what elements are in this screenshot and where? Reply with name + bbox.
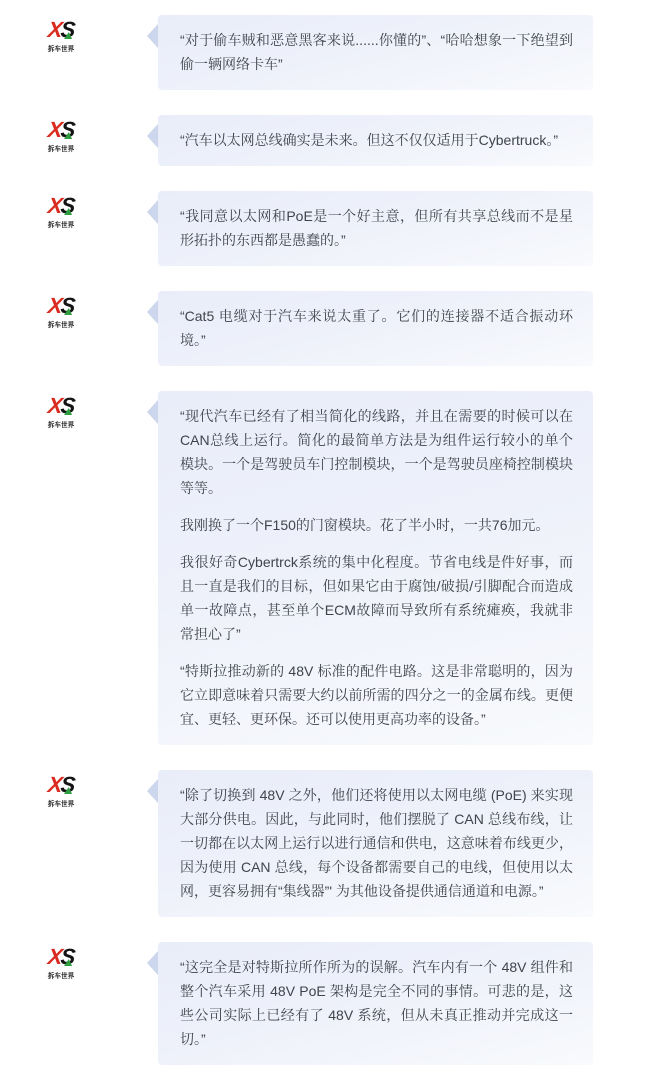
comment-bubble (158, 191, 593, 266)
logo-letter-x: X (47, 293, 63, 318)
green-triangle-icon (64, 208, 73, 215)
list-item (0, 291, 654, 366)
list-item (0, 115, 654, 166)
logo-letter-x: X (47, 117, 63, 142)
green-triangle-icon (64, 408, 73, 415)
xs-brand-logo-icon (47, 195, 75, 217)
comment-bubble (158, 770, 593, 917)
logo-letter-x: X (47, 17, 63, 42)
list-item (0, 15, 654, 90)
green-triangle-icon (64, 32, 73, 39)
avatar-column (0, 770, 158, 813)
avatar-column (0, 391, 158, 434)
avatar (34, 395, 88, 434)
logo-letter-s: S (59, 393, 76, 418)
comment-bubble (158, 391, 593, 745)
comment-text: “汽车以太网总线确实是未来。但这不仅仅适用于Cybertruck。” (180, 132, 559, 148)
comment-text: “对于偷车贼和恶意黑客来说......你懂的”、“哈哈想象一下绝望到偷一辆网络卡车” (180, 32, 573, 72)
brand-caption: 拆车世界 (47, 972, 75, 980)
avatar (34, 19, 88, 58)
xs-brand-logo-icon (47, 119, 75, 141)
avatar (34, 946, 88, 985)
green-triangle-icon (64, 132, 73, 139)
comment-text: 我很好奇Cybertrck系统的集中化程度。节省电线是件好事，而且一直是我们的目标，但如果它由于腐蚀/破损/引脚配合而造成单一故障点，甚至单个ECM故障而导致所有系统瘫痪，我就非常担心了” (180, 554, 573, 642)
bubble-tail-icon (147, 400, 158, 424)
bubble-tail-icon (147, 24, 158, 48)
avatar-column (0, 291, 158, 334)
logo-letter-x: X (47, 944, 63, 969)
comment-bubble (158, 942, 593, 1065)
brand-caption: 拆车世界 (47, 321, 75, 329)
xs-brand-logo-icon (47, 19, 75, 41)
avatar-column (0, 942, 158, 985)
comment-text: 我刚换了一个F150的门窗模块。花了半小时，一共76加元。 (180, 517, 550, 533)
bubble-tail-icon (147, 124, 158, 148)
comment-bubble (158, 291, 593, 366)
list-item (0, 391, 654, 745)
logo-letter-s: S (59, 772, 76, 797)
logo-letter-s: S (59, 293, 76, 318)
comment-bubble (158, 15, 593, 90)
green-triangle-icon (64, 787, 73, 794)
avatar (34, 119, 88, 158)
xs-brand-logo-icon (47, 946, 75, 968)
bubble-tail-icon (147, 200, 158, 224)
bubble-tail-icon (147, 300, 158, 324)
comment-bubble (158, 115, 593, 166)
comment-text: “我同意以太网和PoE是一个好主意，但所有共享总线而不是星形拓扑的东西都是愚蠢的。” (180, 208, 573, 248)
avatar (34, 295, 88, 334)
list-item (0, 942, 654, 1065)
avatar-column (0, 191, 158, 234)
list-item (0, 770, 654, 917)
bubble-tail-icon (147, 779, 158, 803)
brand-caption: 拆车世界 (47, 800, 75, 808)
avatar-column (0, 115, 158, 158)
brand-caption: 拆车世界 (47, 221, 75, 229)
logo-letter-x: X (47, 393, 63, 418)
xs-brand-logo-icon (47, 774, 75, 796)
logo-letter-x: X (47, 193, 63, 218)
logo-letter-s: S (59, 944, 76, 969)
logo-letter-s: S (59, 117, 76, 142)
bubble-tail-icon (147, 951, 158, 975)
comment-text: “这完全是对特斯拉所作所为的误解。汽车内有一个 48V 组件和整个汽车采用 48V PoE 架构是完全不同的事情。可悲的是，这些公司实际上已经有了 48V 系统，但从未真正推动并完成这一切。” (180, 959, 573, 1047)
logo-letter-s: S (59, 193, 76, 218)
comment-text: “Cat5 电缆对于汽车来说太重了。它们的连接器不适合振动环境。” (180, 308, 573, 348)
brand-caption: 拆车世界 (47, 145, 75, 153)
logo-letter-x: X (47, 772, 63, 797)
xs-brand-logo-icon (47, 395, 75, 417)
avatar-column (0, 15, 158, 58)
brand-caption: 拆车世界 (47, 45, 75, 53)
green-triangle-icon (64, 308, 73, 315)
brand-caption: 拆车世界 (47, 421, 75, 429)
avatar (34, 774, 88, 813)
xs-brand-logo-icon (47, 295, 75, 317)
list-item (0, 191, 654, 266)
avatar (34, 195, 88, 234)
comment-text: “特斯拉推动新的 48V 标准的配件电路。这是非常聪明的，因为它立即意味着只需要大约以前所需的四分之一的金属布线。更便宜、更轻、更环保。还可以使用更高功率的设备。” (180, 663, 573, 727)
green-triangle-icon (64, 959, 73, 966)
comment-text: “除了切换到 48V 之外，他们还将使用以太网电缆 (PoE) 来实现大部分供电。因此，与此同时，他们摆脱了 CAN 总线布线，让一切都在以太网上运行以进行通信和供电，这意味着布线更少，因为使用 CAN 总线，每个设备都需要自己的电线，但使用以太网，更容易拥有“集线器”' 为其他设备提供通信通道和电源。” (180, 787, 573, 899)
comment-text: “现代汽车已经有了相当简化的线路，并且在需要的时候可以在CAN总线上运行。简化的最简单方法是为组件运行较小的单个模块。一个是驾驶员车门控制模块，一个是驾驶员座椅控制模块等等。 (180, 408, 573, 496)
logo-letter-s: S (59, 17, 76, 42)
